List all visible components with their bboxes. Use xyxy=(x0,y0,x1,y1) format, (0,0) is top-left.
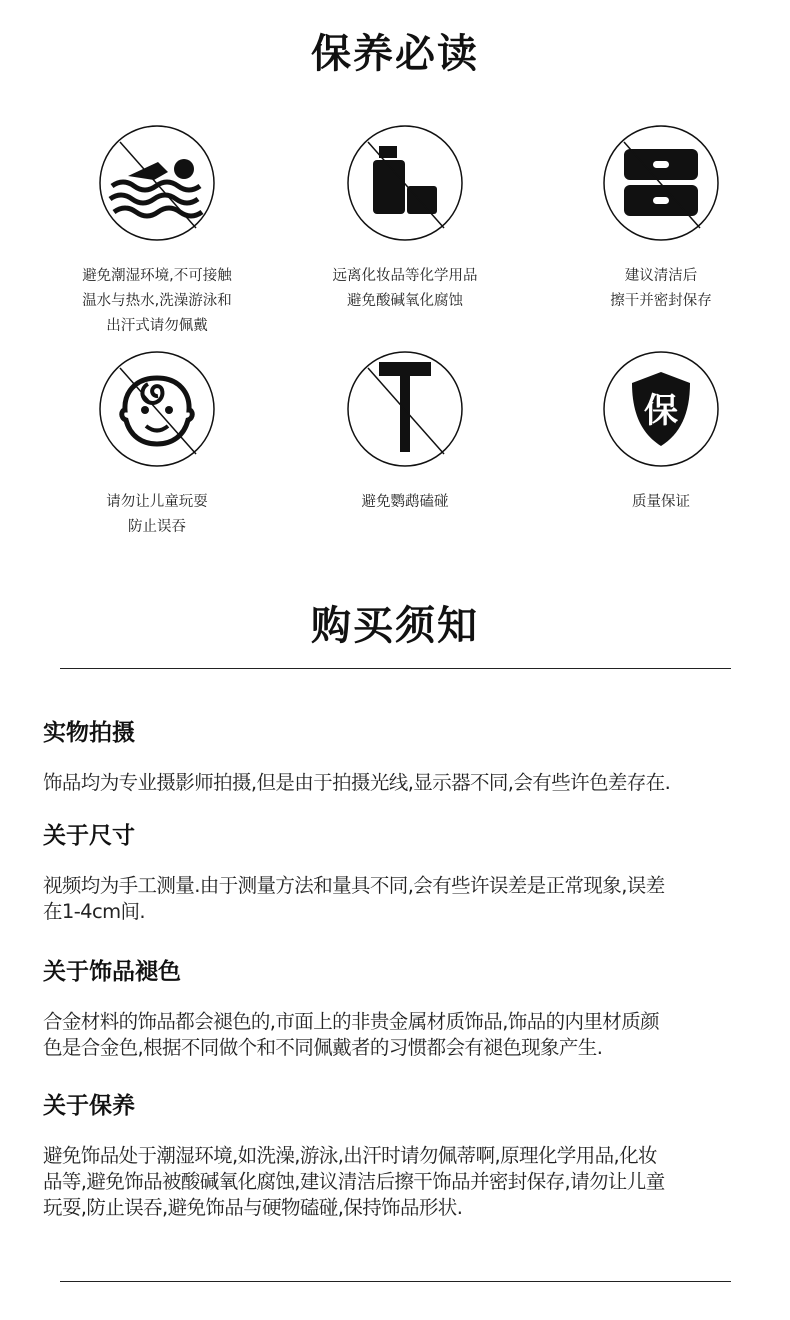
body-line: 色是合金色,根据不同做个和不同佩戴者的习惯都会有褪色现象产生. xyxy=(43,1036,603,1059)
caption-line: 温水与热水,洗澡游泳和 xyxy=(82,293,232,309)
care-title: 保养必读 xyxy=(311,31,479,77)
notice-title: 购买须知 xyxy=(311,603,479,649)
section-body xyxy=(43,770,753,796)
body-line: 避免饰品处于潮湿环境,如洗澡,游泳,出汗时请勿佩蒂啊,原理化学用品,化妆 xyxy=(43,1144,657,1167)
caption-line: 避免鹦鹉磕碰 xyxy=(361,494,449,510)
caption-line: 远离化妆品等化学用品 xyxy=(332,268,478,284)
no-cosmetics-icon xyxy=(346,124,464,242)
caption-line: 防止误吞 xyxy=(128,519,186,535)
caption-line: 出汗式请勿佩戴 xyxy=(106,318,208,334)
body-line: 品等,避免饰品被酸碱氧化腐蚀,建议清洁后擦干饰品并密封保存,请勿让儿童 xyxy=(43,1170,665,1193)
care-item-storage xyxy=(546,124,776,314)
divider-top xyxy=(60,668,731,669)
caption-line: 擦干并密封保存 xyxy=(610,293,712,309)
care-item-children xyxy=(42,350,272,540)
care-item-cosmetics xyxy=(290,124,520,314)
body-line: 视频均为手工测量.由于测量方法和量具不同,会有些许误差是正常现象,误差 xyxy=(43,874,665,897)
caption-line: 避免酸碱氧化腐蚀 xyxy=(347,293,463,309)
body-line: 在1-4cm间. xyxy=(43,900,145,923)
care-item-quality xyxy=(546,350,776,515)
care-item-swimming xyxy=(42,124,272,339)
shield-badge-text: 保 xyxy=(644,391,678,431)
body-line: 合金材料的饰品都会褪色的,市面上的非贵金属材质饰品,饰品的内里材质颜 xyxy=(43,1010,659,1033)
caption-line: 请勿让儿童玩耍 xyxy=(106,494,208,510)
section-body xyxy=(43,1143,753,1221)
caption-line: 质量保证 xyxy=(632,494,690,510)
caption-line: 建议清洁后 xyxy=(624,268,698,284)
no-swimming-icon xyxy=(98,124,216,242)
section-size xyxy=(43,821,753,925)
section-body xyxy=(43,1009,753,1061)
section-heading: 关于饰品褪色 xyxy=(43,959,181,985)
care-item-impact xyxy=(290,350,520,515)
section-heading: 实物拍摄 xyxy=(43,720,135,746)
section-photography xyxy=(43,718,753,796)
section-heading: 关于保养 xyxy=(43,1093,135,1119)
body-line: 饰品均为专业摄影师拍摄,但是由于拍摄光线,显示器不同,会有些许色差存在. xyxy=(43,771,671,794)
section-care xyxy=(43,1091,753,1221)
quality-shield-icon xyxy=(602,350,720,468)
caption-line: 避免潮湿环境,不可接触 xyxy=(82,268,232,284)
section-fading xyxy=(43,957,753,1061)
no-children-icon xyxy=(98,350,216,468)
sealed-storage-icon xyxy=(602,124,720,242)
body-line: 玩耍,防止误吞,避免饰品与硬物磕碰,保持饰品形状. xyxy=(43,1196,463,1219)
divider-bottom xyxy=(60,1281,731,1282)
no-hammer-icon xyxy=(346,350,464,468)
section-body xyxy=(43,873,753,925)
section-heading: 关于尺寸 xyxy=(43,823,135,849)
